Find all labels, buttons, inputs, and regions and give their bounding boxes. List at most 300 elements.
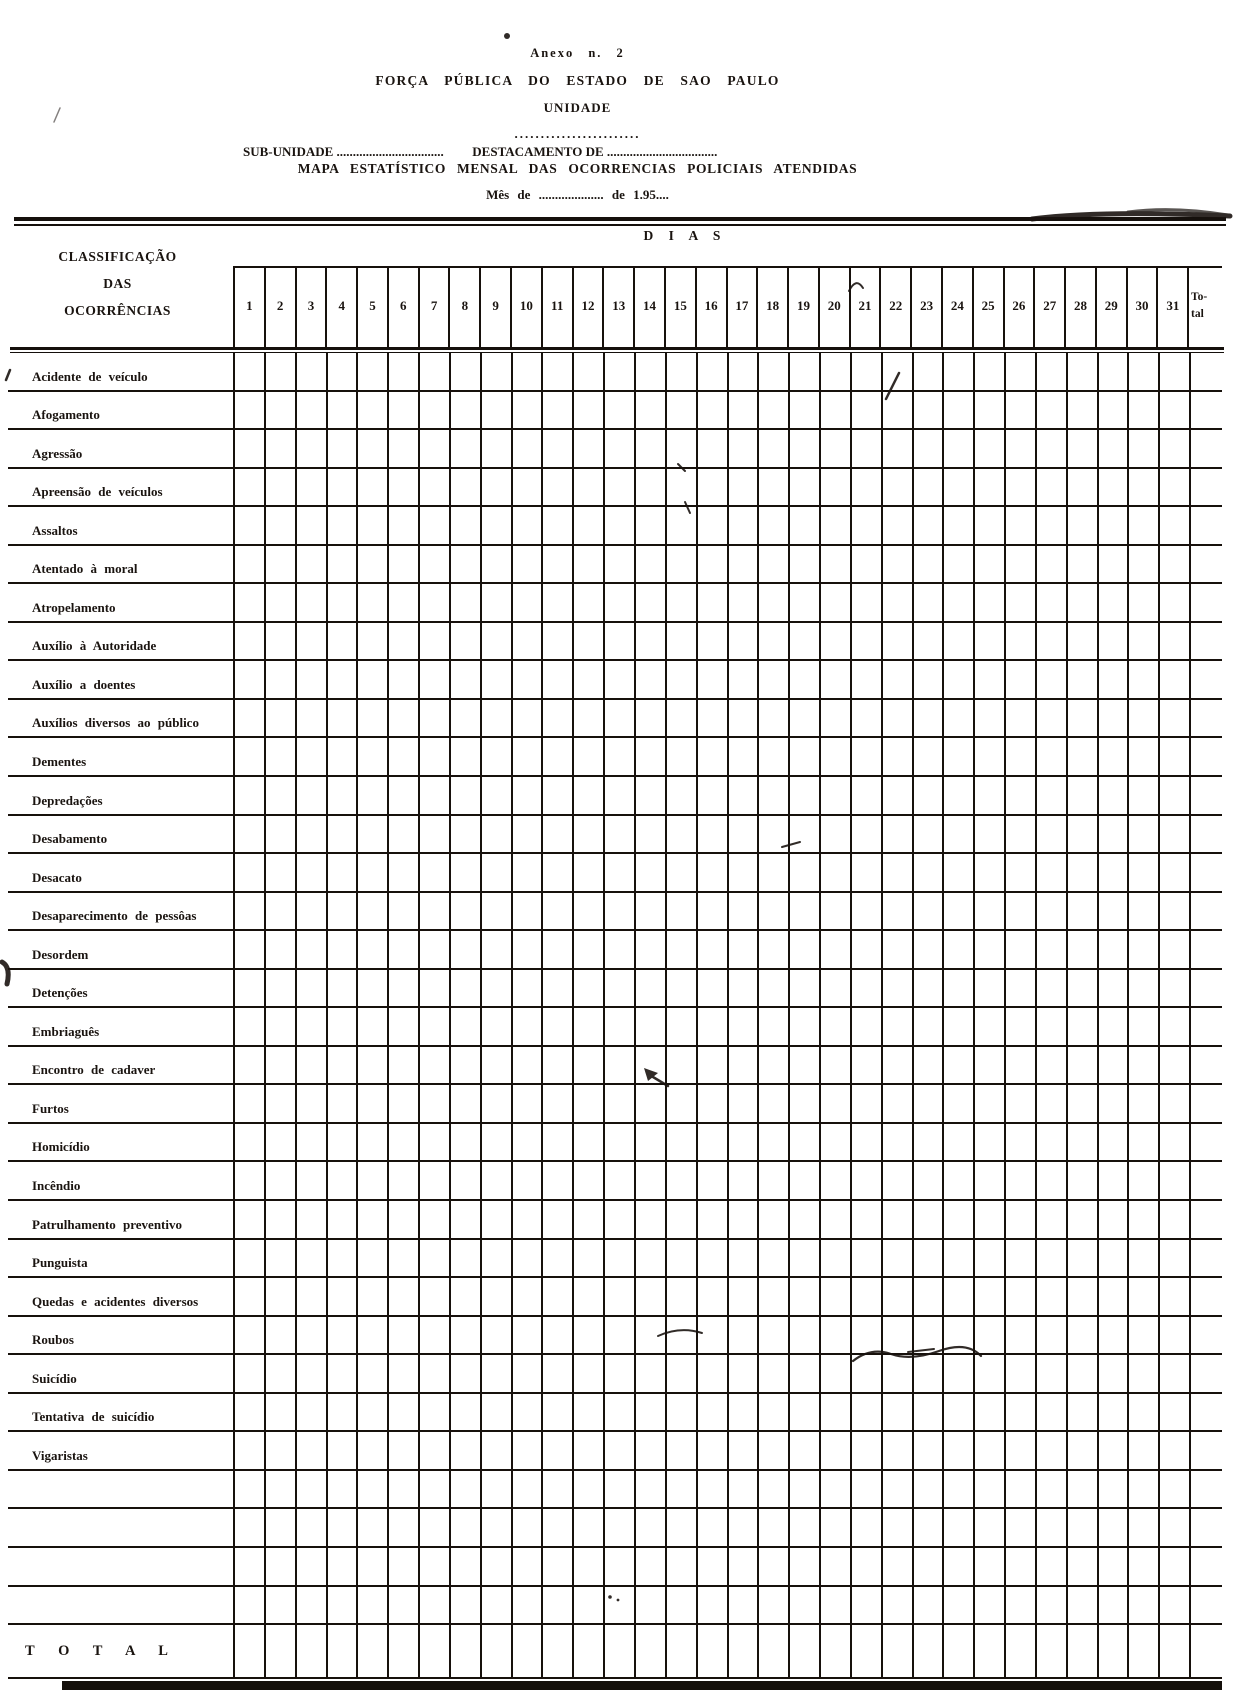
day-cell — [541, 1240, 572, 1277]
day-cell — [788, 661, 819, 698]
day-cell — [1097, 1471, 1128, 1508]
day-cell — [1127, 1509, 1158, 1546]
day-cell — [295, 1432, 326, 1469]
day-cell — [1097, 1548, 1128, 1585]
day-cell — [418, 1587, 449, 1624]
day-cell — [356, 1394, 387, 1431]
day-cell — [1097, 1162, 1128, 1199]
day-cell — [295, 854, 326, 891]
day-cell — [572, 430, 603, 467]
day-cell — [696, 1201, 727, 1238]
day-cell — [634, 1509, 665, 1546]
day-cell — [1004, 1278, 1035, 1315]
day-cell — [757, 507, 788, 544]
detachment-label: DESTACAMENTO DE — [472, 144, 604, 159]
day-cell — [819, 546, 850, 583]
day-cell — [356, 507, 387, 544]
day-cell — [387, 1471, 418, 1508]
day-cell — [449, 392, 480, 429]
day-cell — [696, 1317, 727, 1354]
day-cell — [264, 1509, 295, 1546]
day-cell — [881, 1278, 912, 1315]
day-cell — [788, 738, 819, 775]
day-cell — [788, 1394, 819, 1431]
day-cell — [788, 777, 819, 814]
day-cell — [1158, 893, 1189, 930]
day-cell — [1004, 738, 1035, 775]
day-cell — [603, 353, 634, 390]
day-cell — [511, 1047, 542, 1084]
day-cell — [1004, 430, 1035, 467]
day-cell — [1158, 1548, 1189, 1585]
day-cell — [850, 1240, 881, 1277]
day-cell — [1035, 1355, 1066, 1392]
day-cell — [1158, 1509, 1189, 1546]
day-cell — [449, 1047, 480, 1084]
day-cell — [819, 1008, 850, 1045]
day-cell — [1097, 1587, 1128, 1624]
day-cell — [1127, 392, 1158, 429]
day-cell — [1066, 777, 1097, 814]
day-cell — [295, 392, 326, 429]
day-cell — [541, 507, 572, 544]
day-cell — [973, 738, 1004, 775]
day-cell — [511, 469, 542, 506]
day-cell — [1035, 777, 1066, 814]
day-cell — [295, 700, 326, 737]
row-day-cells — [233, 430, 1189, 467]
day-cell — [973, 1240, 1004, 1277]
day-cell — [572, 661, 603, 698]
row-label — [8, 1471, 233, 1508]
total-cell — [1189, 816, 1222, 853]
day-cell — [233, 1008, 264, 1045]
day-cell — [634, 1278, 665, 1315]
day-cell — [1066, 584, 1097, 621]
day-cell — [480, 700, 511, 737]
day-cell — [326, 1124, 357, 1161]
bottom-heavy-rule — [62, 1681, 1222, 1690]
day-cell — [634, 777, 665, 814]
day-cell — [1066, 1432, 1097, 1469]
day-cell — [819, 931, 850, 968]
day-cell — [942, 1201, 973, 1238]
day-cell — [634, 1432, 665, 1469]
day-cell — [387, 1394, 418, 1431]
day-cell — [387, 392, 418, 429]
day-cell — [480, 1124, 511, 1161]
row-label — [8, 1587, 233, 1624]
day-cell — [727, 430, 758, 467]
day-cell — [819, 1317, 850, 1354]
day-cell — [788, 584, 819, 621]
day-cell — [418, 661, 449, 698]
day-cell — [511, 1124, 542, 1161]
day-cell — [326, 1317, 357, 1354]
day-cell — [511, 854, 542, 891]
day-cell — [356, 816, 387, 853]
day-cell — [1158, 854, 1189, 891]
day-cell — [541, 700, 572, 737]
total-cell — [1189, 1394, 1222, 1431]
day-cell — [295, 507, 326, 544]
day-cell — [449, 1008, 480, 1045]
day-cell — [1097, 546, 1128, 583]
total-cell — [1189, 623, 1222, 660]
unit-fill-line: ........................ — [514, 126, 641, 141]
days-group-label: D I A S — [643, 228, 727, 243]
day-cell — [1035, 584, 1066, 621]
day-cell — [819, 507, 850, 544]
row-label — [8, 1509, 233, 1546]
day-cell — [603, 1432, 634, 1469]
day-cell — [1066, 1509, 1097, 1546]
day-cell — [912, 970, 943, 1007]
day-cell — [1004, 1240, 1035, 1277]
day-cell — [1004, 931, 1035, 968]
day-cell — [973, 392, 1004, 429]
day-cell — [1004, 1394, 1035, 1431]
day-cell — [603, 700, 634, 737]
total-column-header — [1187, 266, 1222, 347]
day-cell — [1004, 1625, 1035, 1677]
row-label: Embriaguês — [32, 1023, 100, 1039]
day-cell — [449, 854, 480, 891]
day-cell — [1097, 893, 1128, 930]
day-cell — [449, 1278, 480, 1315]
day-cell — [233, 353, 264, 390]
day-cell — [541, 1085, 572, 1122]
row-label: Encontro de cadaver — [32, 1062, 156, 1078]
row-day-cells — [233, 893, 1189, 930]
day-cell — [264, 584, 295, 621]
day-cell — [356, 1587, 387, 1624]
day-cell — [326, 1085, 357, 1122]
day-cell — [1127, 1587, 1158, 1624]
day-cell — [603, 738, 634, 775]
day-cell — [326, 931, 357, 968]
day-cell — [480, 623, 511, 660]
day-cell — [295, 738, 326, 775]
day-cell — [912, 661, 943, 698]
day-cell — [264, 700, 295, 737]
day-cell — [603, 584, 634, 621]
day-cell — [603, 1124, 634, 1161]
day-cell — [387, 1355, 418, 1392]
day-cell — [233, 661, 264, 698]
day-cell — [449, 1509, 480, 1546]
day-cell — [511, 1625, 542, 1677]
day-cell — [264, 854, 295, 891]
day-cell — [1097, 353, 1128, 390]
day-cell — [603, 1394, 634, 1431]
day-cell — [295, 584, 326, 621]
day-cell — [912, 1278, 943, 1315]
day-cell — [418, 430, 449, 467]
day-cell — [233, 1278, 264, 1315]
day-cell — [603, 1355, 634, 1392]
day-cell — [727, 1240, 758, 1277]
day-cell — [912, 700, 943, 737]
day-cell — [1127, 1278, 1158, 1315]
day-cell — [1127, 700, 1158, 737]
day-cell — [819, 392, 850, 429]
day-cell — [356, 430, 387, 467]
day-cell — [387, 970, 418, 1007]
day-cell — [819, 777, 850, 814]
day-cell — [819, 1355, 850, 1392]
day-cell — [727, 1317, 758, 1354]
day-cell — [541, 931, 572, 968]
day-cell — [233, 623, 264, 660]
day-cell — [819, 661, 850, 698]
day-cell — [418, 1317, 449, 1354]
day-cell — [634, 392, 665, 429]
day-cell — [1066, 1587, 1097, 1624]
day-cell — [1158, 1432, 1189, 1469]
day-cell — [757, 353, 788, 390]
total-cell — [1189, 893, 1222, 930]
day-cell — [788, 1124, 819, 1161]
day-cell — [233, 1355, 264, 1392]
day-cell — [819, 469, 850, 506]
day-cell — [942, 1008, 973, 1045]
day-cell — [1097, 469, 1128, 506]
day-cell — [912, 738, 943, 775]
day-cell — [1035, 353, 1066, 390]
table-row — [8, 661, 1222, 700]
row-day-cells — [233, 1548, 1189, 1585]
day-cell — [1158, 1278, 1189, 1315]
day-cell — [326, 1201, 357, 1238]
day-cell — [233, 854, 264, 891]
day-cell — [973, 469, 1004, 506]
day-column-header: 15 — [664, 266, 695, 347]
day-cell — [1158, 1317, 1189, 1354]
day-cell — [788, 1008, 819, 1045]
day-cell — [233, 738, 264, 775]
day-cell — [1035, 931, 1066, 968]
day-cell — [541, 738, 572, 775]
day-cell — [1066, 816, 1097, 853]
day-cell — [850, 507, 881, 544]
day-cell — [1127, 931, 1158, 968]
day-cell — [819, 854, 850, 891]
day-cell — [541, 1124, 572, 1161]
day-cell — [727, 777, 758, 814]
day-cell — [973, 507, 1004, 544]
day-cell — [480, 1587, 511, 1624]
day-cell — [449, 893, 480, 930]
day-cell — [819, 430, 850, 467]
day-cell — [727, 1162, 758, 1199]
day-cell — [233, 931, 264, 968]
day-cell — [387, 1625, 418, 1677]
total-cell — [1189, 392, 1222, 429]
day-cell — [1004, 970, 1035, 1007]
day-cell — [912, 1625, 943, 1677]
day-cell — [572, 1317, 603, 1354]
day-cell — [449, 738, 480, 775]
day-cell — [1127, 816, 1158, 853]
day-cell — [541, 584, 572, 621]
day-cell — [511, 816, 542, 853]
day-cell — [387, 661, 418, 698]
day-cell — [850, 1162, 881, 1199]
day-cell — [1158, 1394, 1189, 1431]
day-cell — [1066, 738, 1097, 775]
day-cell — [1004, 507, 1035, 544]
day-cell — [665, 893, 696, 930]
day-cell — [449, 1240, 480, 1277]
day-cell — [757, 1317, 788, 1354]
day-cell — [603, 1587, 634, 1624]
row-day-cells — [233, 816, 1189, 853]
day-cell — [665, 1432, 696, 1469]
day-cell — [233, 893, 264, 930]
day-cell — [572, 1008, 603, 1045]
day-cell — [449, 623, 480, 660]
day-cell — [665, 469, 696, 506]
day-cell — [912, 1317, 943, 1354]
table-row — [8, 392, 1222, 431]
day-cell — [295, 1355, 326, 1392]
day-column-header: 31 — [1156, 266, 1187, 347]
day-cell — [1097, 1625, 1128, 1677]
total-cell — [1189, 1548, 1222, 1585]
day-cell — [727, 1008, 758, 1045]
day-cell — [603, 1047, 634, 1084]
day-column-header: 9 — [479, 266, 510, 347]
row-label: Desacato — [32, 869, 82, 885]
day-cell — [850, 970, 881, 1007]
day-cell — [973, 1548, 1004, 1585]
subunit-fill-line: ................................. — [336, 144, 444, 159]
day-cell — [356, 546, 387, 583]
total-cell — [1189, 546, 1222, 583]
day-cell — [757, 738, 788, 775]
day-cell — [942, 546, 973, 583]
day-cell — [757, 1008, 788, 1045]
day-cell — [788, 1047, 819, 1084]
day-cell — [757, 1394, 788, 1431]
day-cell — [912, 1201, 943, 1238]
day-cell — [418, 546, 449, 583]
day-cell — [511, 623, 542, 660]
day-cell — [603, 1471, 634, 1508]
day-cell — [480, 1548, 511, 1585]
day-cell — [912, 507, 943, 544]
day-cell — [665, 1240, 696, 1277]
day-cell — [387, 623, 418, 660]
day-cell — [696, 970, 727, 1007]
day-column-header: 4 — [325, 266, 356, 347]
day-cell — [973, 353, 1004, 390]
day-cell — [1066, 931, 1097, 968]
day-cell — [295, 546, 326, 583]
day-cell — [387, 700, 418, 737]
total-cell — [1189, 970, 1222, 1007]
day-cell — [326, 700, 357, 737]
day-cell — [973, 546, 1004, 583]
day-cell — [788, 816, 819, 853]
day-cell — [881, 738, 912, 775]
day-cell — [819, 1047, 850, 1084]
day-cell — [387, 738, 418, 775]
day-cell — [1004, 777, 1035, 814]
total-cell — [1189, 584, 1222, 621]
row-day-cells — [233, 777, 1189, 814]
total-column-header-line: To- — [1191, 291, 1208, 303]
day-cell — [850, 1317, 881, 1354]
day-cell — [387, 1008, 418, 1045]
day-cell — [603, 430, 634, 467]
day-cell — [541, 777, 572, 814]
day-cell — [881, 623, 912, 660]
table-row — [8, 1394, 1222, 1433]
day-cell — [1004, 893, 1035, 930]
day-cell — [819, 1548, 850, 1585]
day-cell — [850, 1471, 881, 1508]
day-cell — [850, 777, 881, 814]
day-cell — [264, 546, 295, 583]
day-cell — [326, 1471, 357, 1508]
day-cell — [973, 1085, 1004, 1122]
month-line — [0, 187, 1155, 203]
row-day-cells — [233, 700, 1189, 737]
day-cell — [449, 1548, 480, 1585]
row-label: Furtos — [32, 1100, 69, 1116]
day-column-header: 18 — [756, 266, 787, 347]
day-cell — [757, 1587, 788, 1624]
table-row — [8, 893, 1222, 932]
day-cell — [418, 1008, 449, 1045]
day-cell — [356, 738, 387, 775]
total-cell — [1189, 1625, 1222, 1677]
day-cell — [912, 931, 943, 968]
day-cell — [1127, 1008, 1158, 1045]
total-cell — [1189, 507, 1222, 544]
day-cell — [942, 1432, 973, 1469]
row-label: Auxílio à Autoridade — [32, 638, 157, 654]
day-cell — [1066, 1355, 1097, 1392]
day-cell — [973, 623, 1004, 660]
day-cell — [418, 931, 449, 968]
day-cell — [264, 1240, 295, 1277]
day-cell — [973, 661, 1004, 698]
day-cell — [973, 1625, 1004, 1677]
day-cell — [1004, 1548, 1035, 1585]
day-column-header: 26 — [1003, 266, 1034, 347]
day-cell — [264, 1432, 295, 1469]
day-cell — [541, 1008, 572, 1045]
day-cell — [819, 1124, 850, 1161]
day-cell — [757, 1625, 788, 1677]
day-cell — [1035, 893, 1066, 930]
day-cell — [1004, 1587, 1035, 1624]
day-cell — [696, 1509, 727, 1546]
day-cell — [727, 546, 758, 583]
day-cell — [295, 816, 326, 853]
day-cell — [480, 1240, 511, 1277]
day-cell — [418, 1240, 449, 1277]
day-cell — [233, 777, 264, 814]
total-row — [8, 1625, 1222, 1679]
day-cell — [850, 430, 881, 467]
day-cell — [850, 1394, 881, 1431]
day-cell — [1035, 1548, 1066, 1585]
day-cell — [757, 1240, 788, 1277]
